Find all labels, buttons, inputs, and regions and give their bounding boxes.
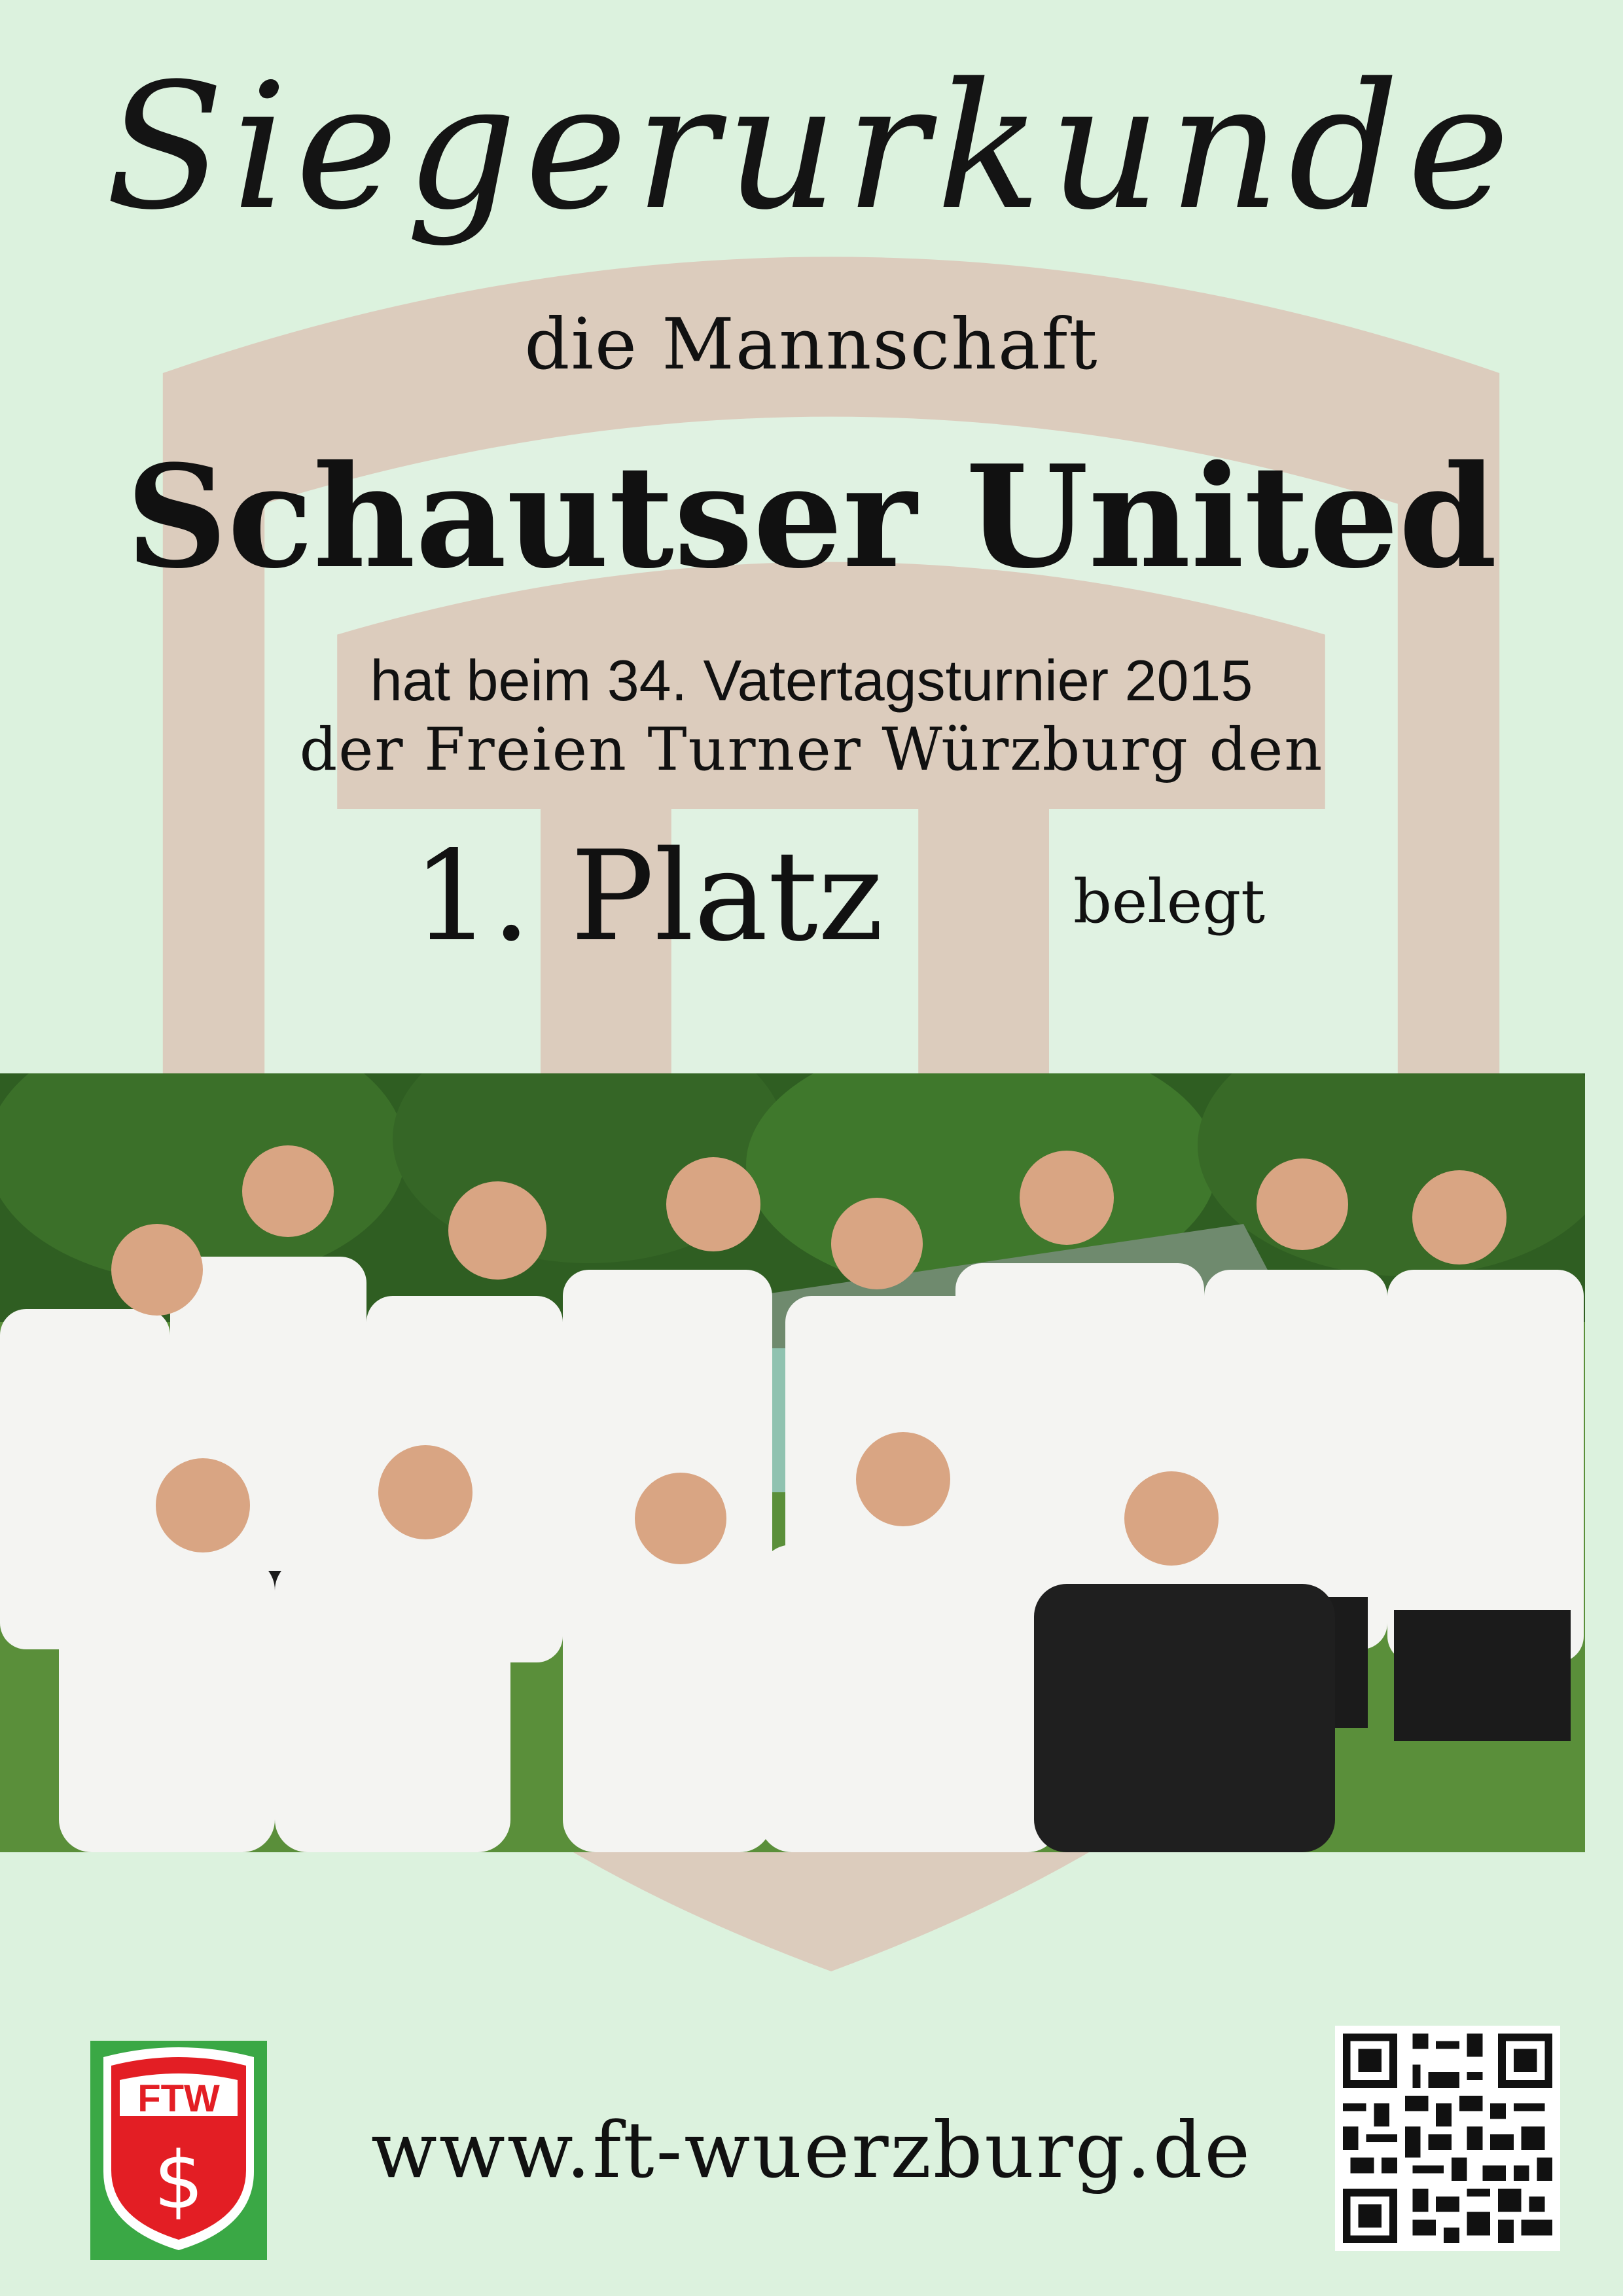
certificate-subtitle: die Mannschaft <box>524 304 1099 386</box>
website-link[interactable]: www.ft-wuerzburg.de <box>370 2105 1253 2195</box>
qr-code-icon <box>1335 2026 1560 2251</box>
certificate-title: Siegerurkunde <box>105 46 1518 248</box>
organizer-line: der Freien Turner Würzburg den <box>299 715 1324 784</box>
placement-suffix: belegt <box>1073 867 1266 937</box>
ftw-logo-lettering: FTW <box>137 2077 220 2120</box>
tournament-line: hat beim 34. Vatertagsturnier 2015 <box>370 648 1253 713</box>
placement: 1. Platz <box>412 824 884 969</box>
team-photo <box>0 1073 1585 1852</box>
ftw-logo-symbol: $ <box>153 2136 204 2227</box>
team-name: Schautser United <box>126 434 1497 600</box>
